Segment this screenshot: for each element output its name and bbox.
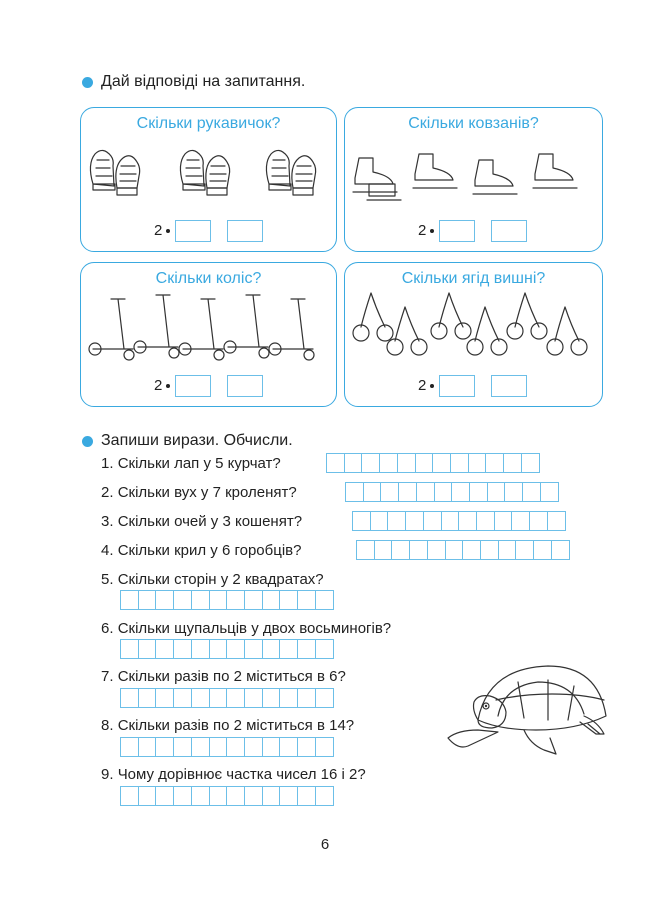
answer-cell[interactable] bbox=[315, 590, 334, 610]
answer-box-1[interactable] bbox=[439, 375, 475, 397]
answer-cell[interactable] bbox=[427, 540, 446, 560]
answer-cell[interactable] bbox=[370, 511, 389, 531]
answer-cell[interactable] bbox=[380, 482, 399, 502]
answer-cell[interactable] bbox=[468, 453, 487, 473]
panel-title: Скільки рукавичок? bbox=[136, 115, 281, 132]
multiply-dot-icon bbox=[166, 229, 170, 233]
panel-title: Скільки коліс? bbox=[155, 270, 262, 287]
answer-cell[interactable] bbox=[209, 737, 228, 757]
answer-cell[interactable] bbox=[155, 590, 174, 610]
multiplier: 2 bbox=[418, 222, 427, 239]
answer-cell[interactable] bbox=[173, 590, 192, 610]
answer-cell[interactable] bbox=[476, 511, 495, 531]
answer-cell[interactable] bbox=[503, 453, 522, 473]
answer-cell[interactable] bbox=[361, 453, 380, 473]
answer-cell[interactable] bbox=[533, 540, 552, 560]
answer-cell[interactable] bbox=[226, 688, 245, 708]
answer-cell[interactable] bbox=[297, 786, 316, 806]
answer-cell[interactable] bbox=[450, 453, 469, 473]
answer-cell[interactable] bbox=[522, 482, 541, 502]
answer-grid-6[interactable] bbox=[120, 639, 332, 659]
answer-cell[interactable] bbox=[120, 786, 139, 806]
section2-heading: Запиши вирази. Обчисли. bbox=[101, 432, 293, 449]
answer-cell[interactable] bbox=[405, 511, 424, 531]
answer-cell[interactable] bbox=[521, 453, 540, 473]
answer-grid-2[interactable] bbox=[345, 482, 557, 502]
answer-cell[interactable] bbox=[434, 482, 453, 502]
answer-cell[interactable] bbox=[209, 688, 228, 708]
answer-cell[interactable] bbox=[485, 453, 504, 473]
answer-cell[interactable] bbox=[511, 511, 530, 531]
answer-cell[interactable] bbox=[138, 590, 157, 610]
answer-cell[interactable] bbox=[120, 590, 139, 610]
bullet-icon bbox=[82, 77, 93, 88]
panel-title: Скільки ягід вишні? bbox=[401, 270, 546, 287]
answer-cell[interactable] bbox=[445, 540, 464, 560]
answer-cell[interactable] bbox=[173, 688, 192, 708]
answer-cell[interactable] bbox=[279, 590, 298, 610]
answer-cell[interactable] bbox=[155, 639, 174, 659]
answer-cell[interactable] bbox=[244, 786, 263, 806]
answer-cell[interactable] bbox=[480, 540, 499, 560]
answer-cell[interactable] bbox=[191, 590, 210, 610]
answer-cell[interactable] bbox=[155, 737, 174, 757]
answer-cell[interactable] bbox=[397, 453, 416, 473]
answer-cell[interactable] bbox=[120, 688, 139, 708]
answer-cell[interactable] bbox=[209, 786, 228, 806]
answer-cell[interactable] bbox=[226, 590, 245, 610]
answer-cell[interactable] bbox=[494, 511, 513, 531]
answer-cell[interactable] bbox=[191, 688, 210, 708]
answer-cell[interactable] bbox=[409, 540, 428, 560]
answer-cell[interactable] bbox=[226, 786, 245, 806]
multiply-dot-icon bbox=[430, 384, 434, 388]
answer-cell[interactable] bbox=[398, 482, 417, 502]
answer-cell[interactable] bbox=[244, 639, 263, 659]
answer-cell[interactable] bbox=[191, 639, 210, 659]
answer-cell[interactable] bbox=[244, 688, 263, 708]
answer-cell[interactable] bbox=[262, 590, 281, 610]
answer-cell[interactable] bbox=[498, 540, 517, 560]
answer-box-1[interactable] bbox=[175, 220, 211, 242]
answer-cell[interactable] bbox=[297, 737, 316, 757]
answer-cell[interactable] bbox=[356, 540, 375, 560]
panel-title: Скільки ковзанів? bbox=[408, 115, 539, 132]
answer-box-2[interactable] bbox=[227, 375, 263, 397]
question-9: 9. Чому дорівнює частка чисел 16 і 2? bbox=[101, 766, 366, 783]
answer-cell[interactable] bbox=[387, 511, 406, 531]
question-5: 5. Скільки сторін у 2 квадратах? bbox=[101, 571, 324, 588]
answer-grid-3[interactable] bbox=[352, 511, 564, 531]
answer-cell[interactable] bbox=[315, 639, 334, 659]
answer-box-1[interactable] bbox=[175, 375, 211, 397]
answer-cell[interactable] bbox=[416, 482, 435, 502]
question-1: 1. Скільки лап у 5 курчат? bbox=[101, 455, 281, 472]
question-7: 7. Скільки разів по 2 міститься в 6? bbox=[101, 668, 346, 685]
answer-cell[interactable] bbox=[551, 540, 570, 560]
answer-cell[interactable] bbox=[262, 688, 281, 708]
question-3: 3. Скільки очей у 3 кошенят? bbox=[101, 513, 303, 530]
answer-cell[interactable] bbox=[173, 639, 192, 659]
answer-grid-7[interactable] bbox=[120, 688, 332, 708]
panel-skates bbox=[344, 107, 603, 252]
answer-cell[interactable] bbox=[315, 786, 334, 806]
answer-cell[interactable] bbox=[515, 540, 534, 560]
answer-cell[interactable] bbox=[315, 688, 334, 708]
answer-cell[interactable] bbox=[504, 482, 523, 502]
page-number: 6 bbox=[320, 836, 330, 853]
answer-cell[interactable] bbox=[297, 590, 316, 610]
answer-cell[interactable] bbox=[191, 786, 210, 806]
multiplier: 2 bbox=[154, 222, 163, 239]
question-8: 8. Скільки разів по 2 міститься в 14? bbox=[101, 717, 355, 734]
answer-cell[interactable] bbox=[226, 639, 245, 659]
answer-cell[interactable] bbox=[441, 511, 460, 531]
answer-cell[interactable] bbox=[432, 453, 451, 473]
multiply-dot-icon bbox=[430, 229, 434, 233]
answer-cell[interactable] bbox=[226, 737, 245, 757]
panel-scooters bbox=[80, 262, 337, 407]
answer-grid-8[interactable] bbox=[120, 737, 332, 757]
panel-cherries bbox=[344, 262, 603, 407]
answer-cell[interactable] bbox=[209, 590, 228, 610]
answer-cell[interactable] bbox=[173, 737, 192, 757]
answer-cell[interactable] bbox=[209, 639, 228, 659]
answer-cell[interactable] bbox=[138, 639, 157, 659]
answer-cell[interactable] bbox=[138, 688, 157, 708]
answer-cell[interactable] bbox=[458, 511, 477, 531]
answer-cell[interactable] bbox=[262, 786, 281, 806]
answer-cell[interactable] bbox=[547, 511, 566, 531]
answer-cell[interactable] bbox=[120, 639, 139, 659]
answer-cell[interactable] bbox=[326, 453, 345, 473]
answer-cell[interactable] bbox=[345, 482, 364, 502]
answer-cell[interactable] bbox=[138, 737, 157, 757]
answer-cell[interactable] bbox=[279, 786, 298, 806]
answer-cell[interactable] bbox=[173, 786, 192, 806]
question-6: 6. Скільки щупальців у двох восьминогів? bbox=[101, 620, 392, 637]
answer-grid-4[interactable] bbox=[356, 540, 568, 560]
answer-cell[interactable] bbox=[244, 590, 263, 610]
question-2: 2. Скільки вух у 7 кроленят? bbox=[101, 484, 297, 501]
section1-heading: Дай відповіді на запитання. bbox=[101, 73, 306, 90]
answer-cell[interactable] bbox=[279, 688, 298, 708]
answer-cell[interactable] bbox=[155, 786, 174, 806]
answer-cell[interactable] bbox=[374, 540, 393, 560]
answer-cell[interactable] bbox=[540, 482, 559, 502]
answer-box-1[interactable] bbox=[439, 220, 475, 242]
answer-cell[interactable] bbox=[352, 511, 371, 531]
answer-cell[interactable] bbox=[415, 453, 434, 473]
multiplier: 2 bbox=[418, 377, 427, 394]
answer-cell[interactable] bbox=[462, 540, 481, 560]
bullet-icon bbox=[82, 436, 93, 447]
turtle-illustration bbox=[438, 660, 608, 770]
answer-cell[interactable] bbox=[363, 482, 382, 502]
multiply-dot-icon bbox=[166, 384, 170, 388]
answer-cell[interactable] bbox=[262, 737, 281, 757]
panel-mittens bbox=[80, 107, 337, 252]
answer-cell[interactable] bbox=[244, 737, 263, 757]
answer-cell[interactable] bbox=[487, 482, 506, 502]
answer-cell[interactable] bbox=[155, 688, 174, 708]
answer-grid-9[interactable] bbox=[120, 786, 332, 806]
answer-grid-5[interactable] bbox=[120, 590, 332, 610]
answer-cell[interactable] bbox=[297, 688, 316, 708]
answer-cell[interactable] bbox=[120, 737, 139, 757]
answer-cell[interactable] bbox=[279, 639, 298, 659]
answer-cell[interactable] bbox=[138, 786, 157, 806]
answer-cell[interactable] bbox=[469, 482, 488, 502]
answer-cell[interactable] bbox=[315, 737, 334, 757]
answer-cell[interactable] bbox=[297, 639, 316, 659]
answer-cell[interactable] bbox=[423, 511, 442, 531]
answer-cell[interactable] bbox=[262, 639, 281, 659]
multiplier: 2 bbox=[154, 377, 163, 394]
answer-cell[interactable] bbox=[451, 482, 470, 502]
answer-cell[interactable] bbox=[379, 453, 398, 473]
answer-box-2[interactable] bbox=[491, 375, 527, 397]
answer-cell[interactable] bbox=[344, 453, 363, 473]
answer-cell[interactable] bbox=[191, 737, 210, 757]
answer-cell[interactable] bbox=[279, 737, 298, 757]
answer-grid-1[interactable] bbox=[326, 453, 538, 473]
question-4: 4. Скільки крил у 6 горобців? bbox=[101, 542, 302, 559]
answer-cell[interactable] bbox=[391, 540, 410, 560]
answer-box-2[interactable] bbox=[491, 220, 527, 242]
answer-cell[interactable] bbox=[529, 511, 548, 531]
answer-box-2[interactable] bbox=[227, 220, 263, 242]
